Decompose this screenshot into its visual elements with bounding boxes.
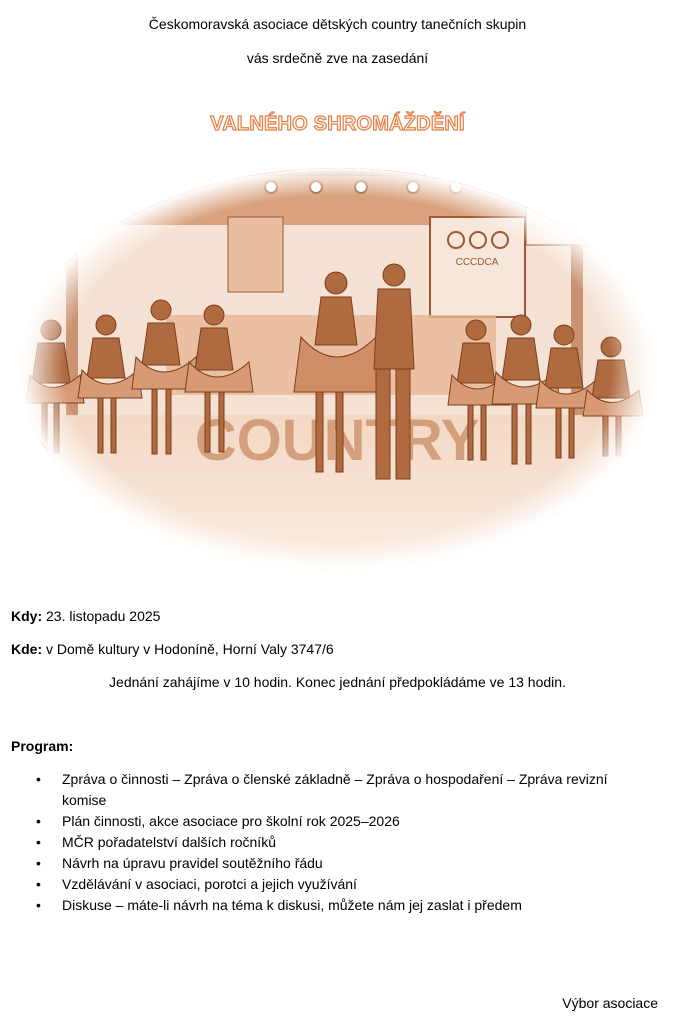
program-item: • MČR pořadatelství dalších ročníků (36, 832, 646, 853)
where-value: v Domě kultury v Hodoníně, Horní Valy 3747/6 (42, 641, 334, 657)
when-value: 23. listopadu 2025 (42, 608, 161, 624)
program-heading: Program: (11, 738, 74, 754)
invitation-line: vás srdečně zve na zasedání (246, 50, 429, 66)
meeting-venue (11, 640, 334, 658)
dance-photo (16, 165, 659, 573)
meeting-title: VALNÉHO SHROMÁŽDĚNÍ (210, 113, 465, 135)
program-item: • Zpráva o činnosti – Zpráva o členské základně – Zpráva o hospodaření – Zpráva revizní komise (36, 769, 646, 811)
signature: Výbor asociace (562, 995, 658, 1011)
organization-name: Českomoravská asociace dětských country tanečních skupin (148, 16, 527, 32)
program-item: • Návrh na úpravu pravidel soutěžního řádu (36, 853, 646, 874)
program-list (36, 769, 646, 916)
meeting-date (11, 607, 160, 625)
when-label: Kdy: (11, 608, 43, 624)
meeting-time-note: Jednání zahájíme v 10 hodin. Konec jednání předpokládáme ve 13 hodin. (109, 674, 566, 690)
program-item: • Plán činnosti, akce asociace pro školní rok 2025–2026 (36, 811, 646, 832)
program-item: • Diskuse – máte-li návrh na téma k diskusi, můžete nám jej zaslat i předem (36, 895, 646, 916)
where-label: Kde: (11, 641, 43, 657)
program-item: • Vzdělávání v asociaci, porotci a jejich využívání (36, 874, 646, 895)
